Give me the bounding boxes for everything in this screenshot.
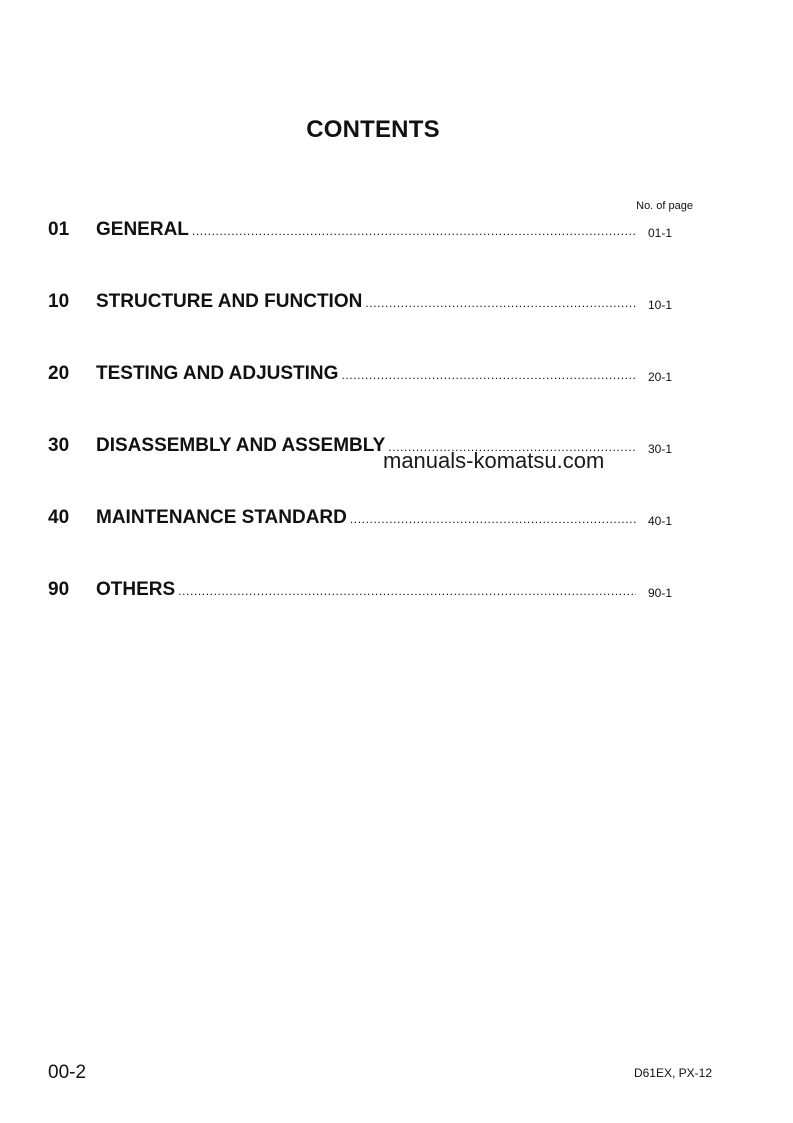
toc-entry-structure-and-function[interactable] xyxy=(48,290,688,362)
toc-entry-number: 30 xyxy=(48,435,70,456)
toc-entry-others[interactable] xyxy=(48,578,688,650)
toc-entry-body xyxy=(96,578,636,603)
toc-entry-label: DISASSEMBLY AND ASSEMBLY xyxy=(96,435,386,456)
toc-entry-label: STRUCTURE AND FUNCTION xyxy=(96,291,363,312)
toc-entry-label: OTHERS xyxy=(96,579,176,600)
toc-entry-page: 20-1 xyxy=(648,370,673,384)
footer-model: D61EX, PX-12 xyxy=(633,1066,712,1080)
toc-entry-general[interactable] xyxy=(48,218,688,290)
table-of-contents xyxy=(48,218,688,650)
toc-dot-leader xyxy=(365,291,636,315)
toc-entry-body xyxy=(96,290,636,315)
toc-dot-leader xyxy=(178,579,636,603)
toc-entry-body xyxy=(96,506,636,531)
toc-entry-label: GENERAL xyxy=(96,219,189,240)
page-title: CONTENTS xyxy=(306,116,440,143)
footer-page-number: 00-2 xyxy=(48,1062,87,1083)
toc-entry-label: TESTING AND ADJUSTING xyxy=(96,363,339,384)
toc-dot-leader xyxy=(192,219,636,243)
toc-entry-number: 90 xyxy=(48,579,70,600)
toc-entry-body xyxy=(96,362,636,387)
toc-entry-number: 40 xyxy=(48,507,70,528)
toc-entry-page: 01-1 xyxy=(648,226,673,240)
toc-entry-label: MAINTENANCE STANDARD xyxy=(96,507,347,528)
toc-entry-page: 90-1 xyxy=(648,586,673,600)
toc-entry-page: 30-1 xyxy=(648,442,673,456)
toc-dot-leader xyxy=(341,363,636,387)
toc-entry-number: 20 xyxy=(48,363,70,384)
toc-dot-leader xyxy=(350,507,636,531)
toc-entry-maintenance-standard[interactable] xyxy=(48,506,688,578)
toc-entry-page: 10-1 xyxy=(648,298,673,312)
toc-entry-page: 40-1 xyxy=(648,514,673,528)
toc-entry-body xyxy=(96,218,636,243)
toc-entry-number: 10 xyxy=(48,291,70,312)
watermark: manuals-komatsu.com xyxy=(383,448,605,473)
toc-entry-testing-and-adjusting[interactable] xyxy=(48,362,688,434)
toc-entry-number: 01 xyxy=(48,219,70,240)
page-column-header: No. of page xyxy=(636,200,693,212)
